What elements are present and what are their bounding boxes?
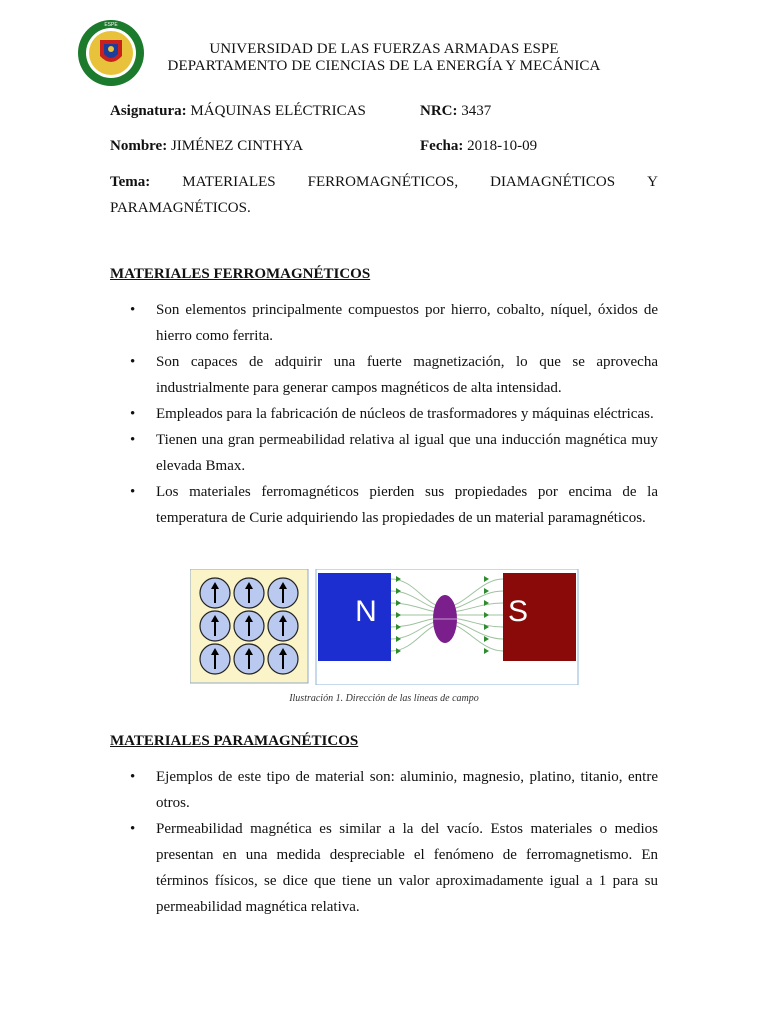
bullet-icon: • bbox=[130, 354, 136, 370]
domain-arrow-icon bbox=[200, 578, 230, 608]
list-item bbox=[110, 297, 658, 349]
bullet-icon: • bbox=[130, 302, 136, 318]
tema-word: MATERIALES bbox=[182, 174, 276, 190]
asignatura-value: MÁQUINAS ELÉCTRICAS bbox=[186, 103, 366, 119]
ferro-bullet-list bbox=[110, 297, 658, 531]
nombre-label: Nombre: bbox=[110, 138, 168, 154]
list-item bbox=[110, 401, 658, 427]
nrc-label: NRC: bbox=[420, 103, 458, 119]
tema-word: FERROMAGNÉTICOS, bbox=[307, 174, 459, 190]
bullet-icon: • bbox=[130, 406, 136, 422]
nombre-value: JIMÉNEZ CINTHYA bbox=[167, 138, 304, 154]
asignatura-label: Asignatura: bbox=[110, 103, 187, 119]
domain-arrow-icon bbox=[234, 644, 264, 674]
section-title-para: MATERIALES PARAMAGNÉTICOS bbox=[110, 733, 359, 749]
university-name: UNIVERSIDAD DE LAS FUERZAS ARMADAS ESPE bbox=[209, 41, 559, 57]
nombre-field bbox=[110, 138, 303, 155]
tema-field bbox=[110, 169, 658, 221]
list-item bbox=[110, 816, 658, 920]
list-item bbox=[110, 427, 658, 479]
tema-line-1 bbox=[110, 169, 658, 195]
svg-text:ESPE: ESPE bbox=[104, 22, 118, 28]
domain-arrow-icon bbox=[200, 644, 230, 674]
domain-arrow-icon bbox=[268, 578, 298, 608]
figure-caption: Ilustración 1. Dirección de las líneas de campo bbox=[289, 693, 479, 704]
bullet-icon: • bbox=[130, 484, 136, 500]
nrc-field bbox=[420, 103, 491, 120]
bullet-icon: • bbox=[130, 821, 136, 837]
list-item-text: Son capaces de adquirir una fuerte magnetización, lo que se aprovecha industrialmente para generar campos magnéticos de alta intensidad. bbox=[156, 354, 658, 396]
domain-arrow-icon bbox=[234, 611, 264, 641]
bullet-icon: • bbox=[130, 432, 136, 448]
domain-arrow-icon bbox=[234, 578, 264, 608]
list-item-text: Permeabilidad magnética es similar a la del vacío. Estos materiales o medios presentan en una medida despreciable el fenómeno de ferromagnetismo. En términos físicos, se dice que tiene un valor aproximadamente igual a 1 para su permeabilidad magnética relativa. bbox=[156, 821, 658, 915]
section-title-ferro: MATERIALES FERROMAGNÉTICOS bbox=[110, 266, 371, 282]
list-item-text: Ejemplos de este tipo de material son: aluminio, magnesio, platino, titanio, entre otros. bbox=[156, 769, 658, 811]
tema-word: Y bbox=[647, 174, 658, 190]
list-item-text: Tienen una gran permeabilidad relativa al igual que una inducción magnética muy elevada Bmax. bbox=[156, 432, 658, 474]
fecha-field bbox=[420, 138, 537, 155]
bullet-icon: • bbox=[130, 769, 136, 785]
list-item bbox=[110, 479, 658, 531]
domain-arrow-icon bbox=[268, 611, 298, 641]
nrc-value: 3437 bbox=[457, 103, 492, 119]
north-pole-label: N bbox=[355, 595, 377, 628]
tema-word: DIAMAGNÉTICOS bbox=[490, 174, 616, 190]
domain-arrow-icon bbox=[268, 644, 298, 674]
fecha-label: Fecha: bbox=[420, 138, 464, 154]
para-bullet-list bbox=[110, 764, 658, 920]
domain-arrow-icon bbox=[200, 611, 230, 641]
list-item-text: Son elementos principalmente compuestos por hierro, cobalto, níquel, óxidos de hierro como ferrita. bbox=[156, 302, 658, 344]
magnetic-domains bbox=[200, 578, 298, 674]
tema-line-2: PARAMAGNÉTICOS. bbox=[110, 200, 251, 216]
department-name: DEPARTAMENTO DE CIENCIAS DE LA ENERGÍA Y MECÁNICA bbox=[167, 58, 601, 74]
list-item bbox=[110, 349, 658, 401]
south-pole-label: S bbox=[507, 595, 529, 628]
tema-label: Tema: bbox=[110, 174, 151, 190]
list-item bbox=[110, 764, 658, 816]
magnetic-field-illustration bbox=[190, 569, 580, 685]
asignatura-field bbox=[110, 103, 366, 120]
list-item-text: Los materiales ferromagnéticos pierden sus propiedades por encima de la temperatura de Curie adquiriendo las propiedades de un material paramagnéticos. bbox=[156, 484, 658, 526]
list-item-text: Empleados para la fabricación de núcleos de trasformadores y máquinas eléctricas. bbox=[156, 406, 654, 422]
fecha-value: 2018-10-09 bbox=[463, 138, 538, 154]
